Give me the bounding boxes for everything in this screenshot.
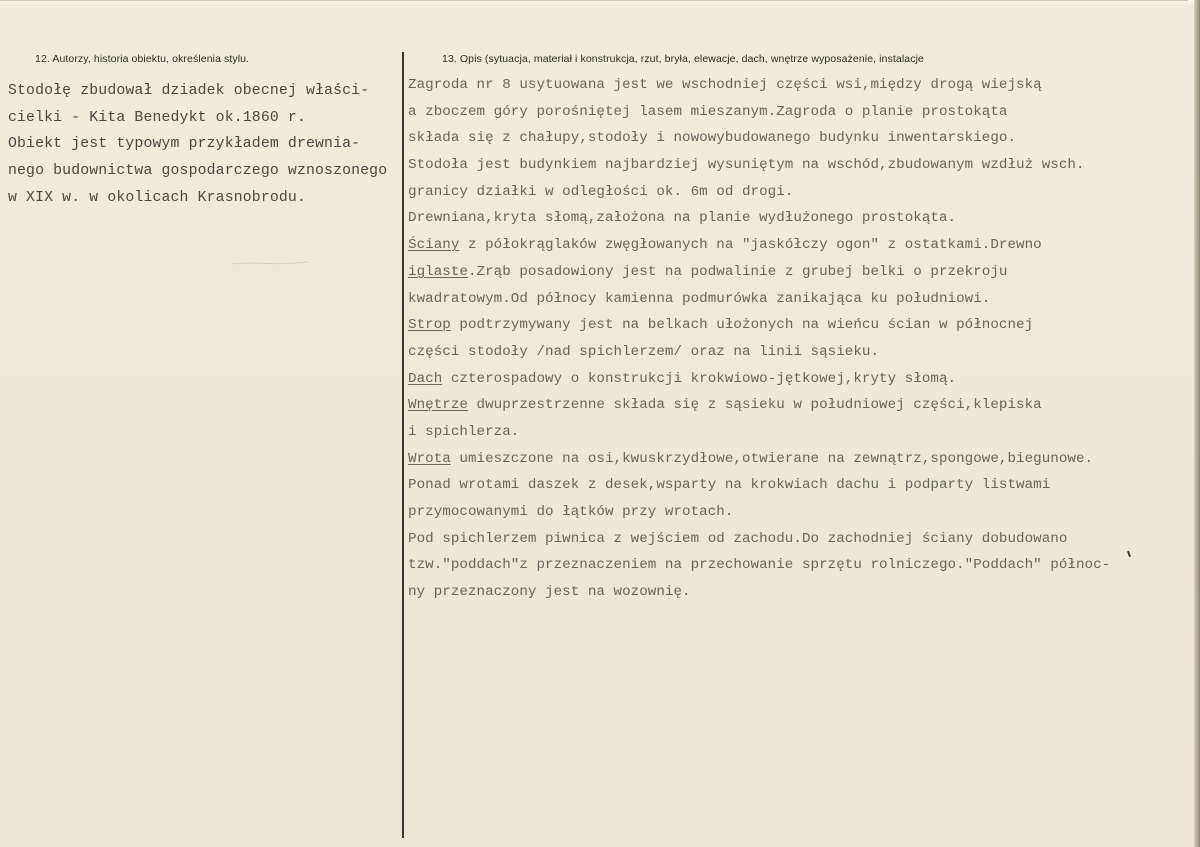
line-body: Drewniana,kryta słomą,założona na planie wydłużonego prostokąta. [408, 210, 957, 227]
text-line [408, 446, 1196, 473]
text-line: Stodołę zbudował dziadek obecnej właści- [8, 83, 370, 99]
text-line [408, 152, 1196, 179]
text-line [408, 286, 1196, 313]
line-body: umieszczone na osi,kwuskrzydłowe,otwierane na zewnątrz,spongowe,biegunowe. [450, 450, 1094, 467]
line-body: części stodoły /nad spichlerzem/ oraz na linii sąsieku. [408, 343, 880, 360]
text-line [408, 552, 1196, 579]
line-body: podtrzymywany jest na belkach ułożonych na wieńcu ścian w północnej [450, 317, 1034, 334]
line-body: Stodoła jest budynkiem najbardziej wysuniętym na wschód,zbudowanym wzdłuż wsch. [408, 157, 1085, 174]
line-body: kwadratowym.Od północy kamienna podmurówka zanikająca ku południowi. [408, 290, 991, 307]
text-line [408, 472, 1196, 499]
underlined-heading: Ściany [408, 237, 460, 254]
underlined-heading: Wrota [408, 450, 451, 467]
section-12-header: 12. Autorzy, historia obiektu, określenia stylu. [35, 53, 250, 65]
line-body: składa się z chałupy,stodoły i nowowybudowanego budynku inwentarskiego. [408, 130, 1017, 147]
line-body: Ponad wrotami daszek z desek,wsparty na krokwiach dachu i podparty listwami [408, 477, 1051, 494]
line-body: tzw."poddach"z przeznaczeniem na przechowanie sprzętu rolniczego."Poddach" północ- [408, 557, 1111, 574]
text-line [408, 259, 1196, 286]
text-line [408, 72, 1196, 99]
text-line [408, 205, 1196, 232]
text-line [408, 312, 1196, 339]
line-body: granicy działki w odległości ok. 6m od drogi. [408, 183, 794, 200]
section-13-header: 13. Opis (sytuacja, materiał i konstrukcja, rzut, bryła, elewacje, dach, wnętrze wyposażenie, instalacje [442, 53, 924, 65]
underlined-heading: Dach [408, 370, 443, 387]
line-body: .Zrąb posadowiony jest na podwalinie z grubej belki o przekroju [467, 263, 1008, 280]
line-body: Zagroda nr 8 usytuowana jest we wschodniej części wsi,między drogą wiejską [408, 77, 1042, 93]
text-line: cielki - Kita Benedykt ok.1860 r. [8, 109, 306, 126]
underlined-heading: Strop [408, 317, 451, 334]
line-body: z półokrąglaków zwęgłowanych na "jaskółczy ogon" z ostatkami.Drewno [459, 237, 1042, 254]
line-body: czterospadowy o konstrukcji krokwiowo-jętkowej,kryty słomą. [442, 370, 957, 387]
line-body: i spichlerza. [408, 423, 520, 440]
text-line [408, 579, 1196, 606]
underlined-heading: Wnętrze [408, 397, 468, 414]
line-body: przymocowanymi do łątków przy wrotach. [408, 504, 734, 520]
text-line: nego budownictwa gospodarczego wznoszonego [8, 163, 388, 180]
section-13-text [408, 72, 1196, 606]
text-line: Obiekt jest typowym przykładem drewnia- [8, 136, 361, 153]
faint-pencil-mark [230, 258, 310, 268]
section-12-text [8, 78, 403, 211]
underlined-heading: iglaste [408, 263, 468, 280]
card-top-rule [0, 0, 1188, 1]
line-body: ny przeznaczony jest na wozownię. [408, 584, 691, 601]
text-line [408, 366, 1196, 393]
text-line [408, 339, 1196, 366]
text-line [408, 499, 1196, 526]
text-line [408, 526, 1196, 553]
line-body: a zboczem góry porośniętej lasem mieszanym.Zagroda o planie prostokąta [408, 103, 1008, 120]
text-line [408, 99, 1196, 126]
line-body: dwuprzestrzenne składa się z sąsieku w południowej części,klepiska [467, 397, 1042, 414]
line-body: Pod spichlerzem piwnica z wejściem od zachodu.Do zachodniej ściany dobudowano [408, 530, 1068, 547]
text-line [408, 232, 1196, 259]
text-line [408, 419, 1196, 446]
text-line [408, 125, 1196, 152]
text-line: w XIX w. w okolicach Krasnobrodu. [8, 189, 306, 206]
text-line [408, 392, 1196, 419]
text-line [408, 179, 1196, 206]
